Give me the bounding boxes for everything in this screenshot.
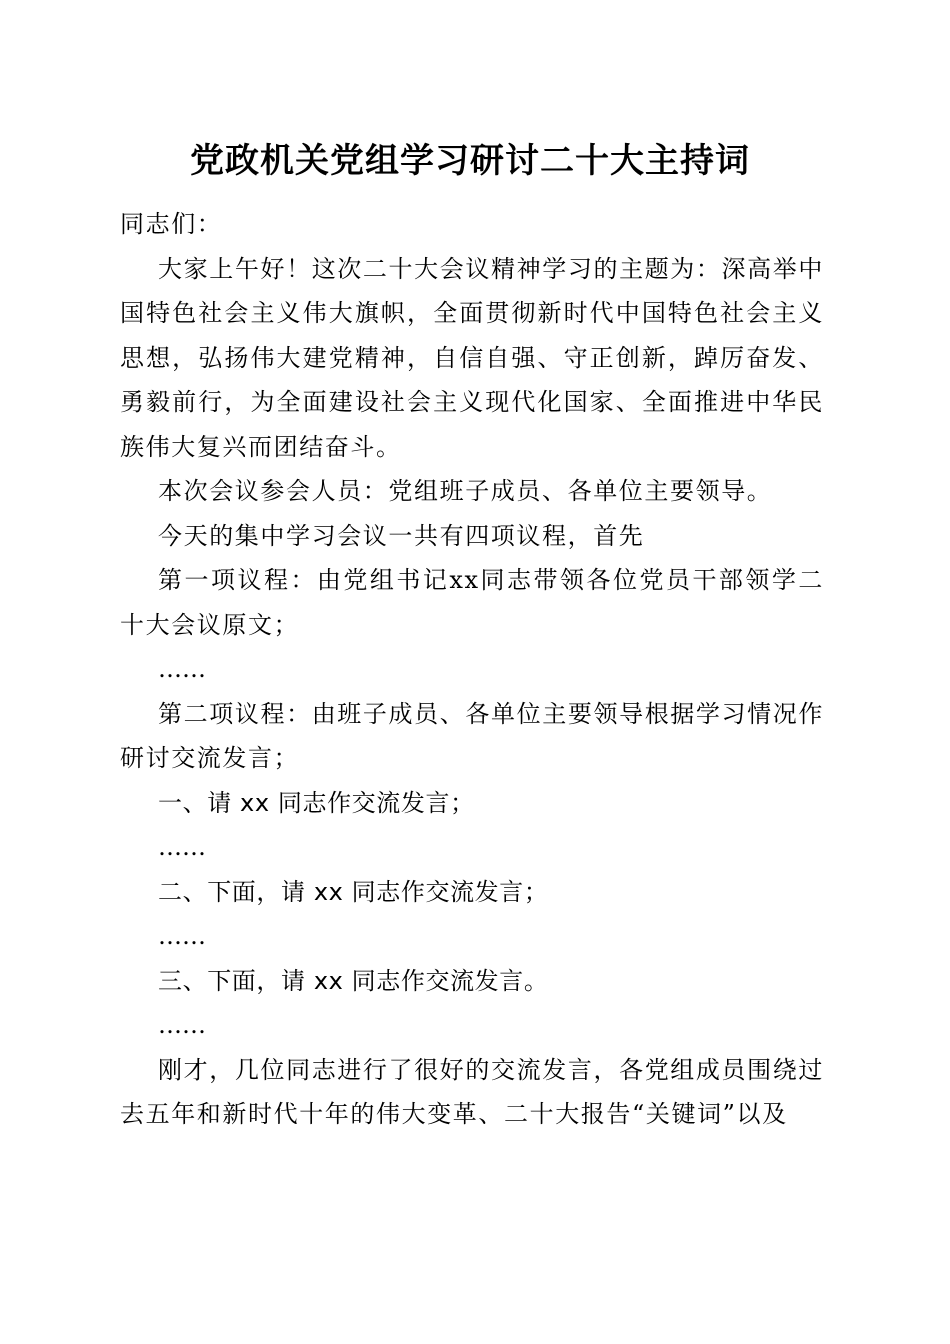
- paragraph-agenda-item-2: 第二项议程：由班子成员、各单位主要领导根据学习情况作研讨交流发言；: [120, 699, 824, 772]
- paragraph-ellipsis: ……: [158, 655, 206, 683]
- paragraph-ellipsis: ……: [158, 833, 206, 861]
- paragraph-opening: 大家上午好！这次二十大会议精神学习的主题为：深高举中国特色社会主义伟大旗帜，全面贯彻新时代中国特色社会主义思想，弘扬伟大建党精神，自信自强、守正创新，踔厉奋发、勇毅前行，为全面建设社会主义现代化国家、全面推进中华民族伟大复兴而团结奋斗。: [120, 254, 824, 461]
- document-title: 党政机关党组学习研讨二十大主持词: [190, 141, 750, 181]
- paragraph-speaker-3: 三、下面，请 xx 同志作交流发言。: [158, 966, 549, 995]
- paragraph-speaker-2: 二、下面，请 xx 同志作交流发言；: [158, 877, 549, 906]
- paragraph-speaker-1: 一、请 xx 同志作交流发言；: [158, 788, 475, 817]
- paragraph-agenda-intro: 今天的集中学习会议一共有四项议程，首先: [158, 521, 645, 550]
- paragraph-greeting: 同志们：: [120, 210, 223, 238]
- paragraph-agenda-item-1: 第一项议程：由党组书记xx同志带领各位党员干部领学二十大会议原文；: [120, 566, 824, 639]
- paragraph-attendees: 本次会议参会人员：党组班子成员、各单位主要领导。: [158, 477, 773, 505]
- paragraph-ellipsis: ……: [158, 922, 206, 950]
- paragraph-summary: 刚才，几位同志进行了很好的交流发言，各党组成员围绕过去五年和新时代十年的伟大变革、二十大报告“关键词”以及: [120, 1055, 824, 1128]
- document-body: [120, 202, 824, 1137]
- paragraph-ellipsis: ……: [158, 1011, 206, 1039]
